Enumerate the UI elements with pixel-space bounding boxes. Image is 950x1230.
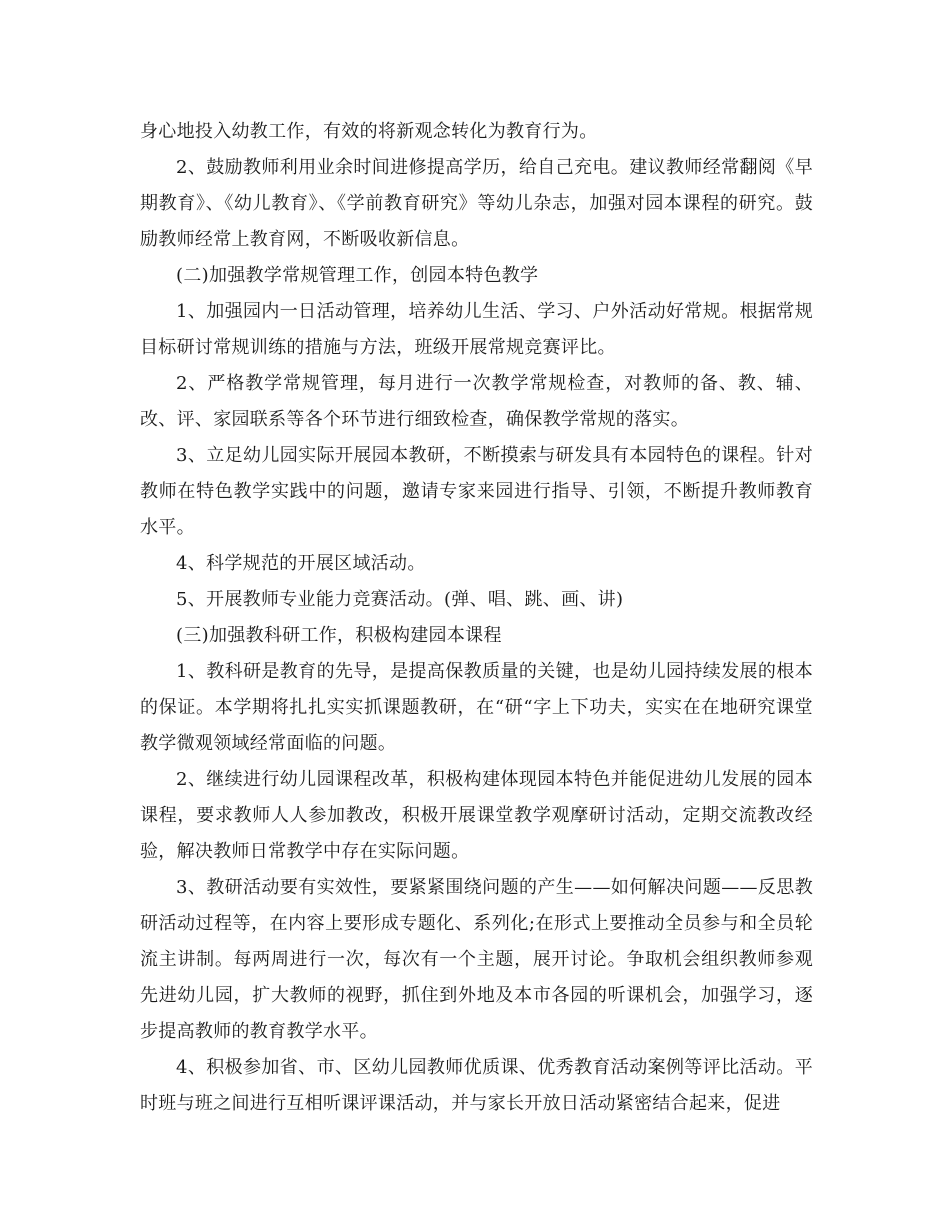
section-heading: (二)加强教学常规管理工作，创园本特色教学 (176, 265, 539, 286)
section-heading: (三)加强教科研工作，积极构建园本课程 (176, 625, 502, 646)
paragraph: 1、加强园内一日活动管理，培养幼儿生活、学习、户外活动好常规。根据常规目标研讨常规训练的措施与方法，班级开展常规竞赛评比。 (140, 301, 813, 358)
paragraph: 3、教研活动要有实效性，要紧紧围绕问题的产生——如何解决问题——反思教研活动过程等，在内容上要形成专题化、系列化;在形式上要推动全员参与和全员轮流主讲制。每两周进行一次，每次有一个主题，展开讨论。争取机会组织教师参观先进幼儿园，扩大教师的视野，抓住到外地及本市各园的听课机会，加强学习，逐步提高教师的教育教学水平。 (140, 877, 813, 1042)
paragraph: 2、鼓励教师利用业余时间进修提高学历，给自己充电。建议教师经常翻阅《早期教育》、《幼儿教育》、《学前教育研究》等幼儿杂志，加强对园本课程的研究。鼓励教师经常上教育网，不断吸收新信息。 (140, 157, 813, 250)
document-body (140, 114, 813, 1122)
paragraph: 1、教科研是教育的先导，是提高保教质量的关键，也是幼儿园持续发展的根本的保证。本学期将扎扎实实抓课题教研，在“研“字上下功夫，实实在在地研究课堂教学微观领域经常面临的问题。 (140, 661, 813, 754)
paragraph: 5、开展教师专业能力竞赛活动。(弹、唱、跳、画、讲) (176, 589, 624, 610)
paragraph: 身心地投入幼教工作，有效的将新观念转化为教育行为。 (140, 121, 598, 142)
paragraph: 2、继续进行幼儿园课程改革，积极构建体现园本特色并能促进幼儿发展的园本课程，要求教师人人参加教改，积极开展课堂教学观摩研讨活动，定期交流教改经验，解决教师日常教学中存在实际问题。 (140, 769, 813, 862)
paragraph: 4、科学规范的开展区域活动。 (176, 553, 426, 574)
paragraph: 2、严格教学常规管理，每月进行一次教学常规检查，对教师的备、教、辅、改、评、家园联系等各个环节进行细致检查，确保教学常规的落实。 (140, 373, 813, 430)
paragraph: 4、积极参加省、市、区幼儿园教师优质课、优秀教育活动案例等评比活动。平时班与班之间进行互相听课评课活动，并与家长开放日活动紧密结合起来，促进 (140, 1057, 813, 1114)
paragraph: 3、立足幼儿园实际开展园本教研，不断摸索与研发具有本园特色的课程。针对教师在特色教学实践中的问题，邀请专家来园进行指导、引领，不断提升教师教育水平。 (140, 445, 813, 538)
